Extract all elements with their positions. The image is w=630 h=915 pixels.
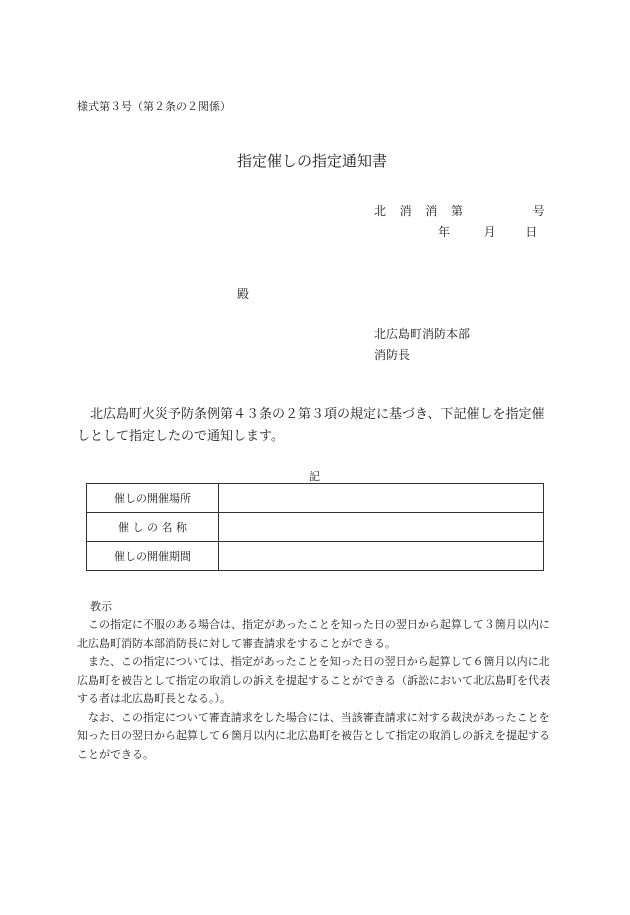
document-title: 指定催しの指定通知書	[237, 152, 388, 170]
notice-body: 北広島町火災予防条例第４３条の２第３項の規定に基づき、下記催しを指定催しとして指定したので通知します。	[77, 407, 545, 444]
table-row	[87, 542, 544, 571]
issuer-title: 消防長	[374, 348, 411, 362]
doc-number-char-1: 北	[374, 204, 387, 218]
date-month: 月	[483, 225, 496, 239]
instructions-heading: 教示	[90, 600, 112, 613]
doc-number-char-2: 消	[399, 204, 412, 218]
event-location-value	[219, 484, 544, 513]
table-row	[87, 484, 544, 513]
ki-heading: 記	[309, 470, 320, 483]
instruction-paragraph: なお、この指定について審査請求をした場合には、当該審査請求に対する裁決があったことを知った日の翌日から起算して６箇月以内に北広島町を被告として指定の取消しの訴えを提起することができる。	[77, 710, 550, 761]
issuer-organization: 北広島町消防本部	[374, 327, 471, 341]
addressee: 殿	[237, 287, 250, 301]
date-day: 日	[525, 225, 538, 239]
document-number	[374, 202, 545, 219]
event-name-value	[219, 513, 544, 542]
event-period-label: 催しの開催期間	[87, 542, 219, 571]
doc-number-char-3: 消	[425, 204, 438, 218]
doc-number-char-4: 第	[451, 204, 464, 218]
event-details-table	[86, 483, 544, 571]
instruction-paragraph: この指定に不服のある場合は、指定があったことを知った日の翌日から起算して３箇月以内に北広島町消防本部消防長に対して審査請求をすることができる。	[77, 618, 550, 650]
doc-number-suffix: 号	[532, 204, 545, 218]
table-row	[87, 513, 544, 542]
event-name-label: 催 し の 名 称	[87, 513, 219, 542]
issue-date	[438, 223, 537, 240]
instructions-text	[77, 616, 557, 764]
instruction-paragraph: また、この指定については、指定があったことを知った日の翌日から起算して６箇月以内に北広島町を被告として指定の取消しの訴えを提起することができる（訴訟において北広島町を代表する者は北広島町長となる。）。	[77, 655, 550, 705]
date-year: 年	[438, 225, 451, 239]
event-location-label: 催しの開催場所	[87, 484, 219, 513]
event-period-value	[219, 542, 544, 571]
form-number: 様式第３号（第２条の２関係）	[77, 100, 231, 113]
